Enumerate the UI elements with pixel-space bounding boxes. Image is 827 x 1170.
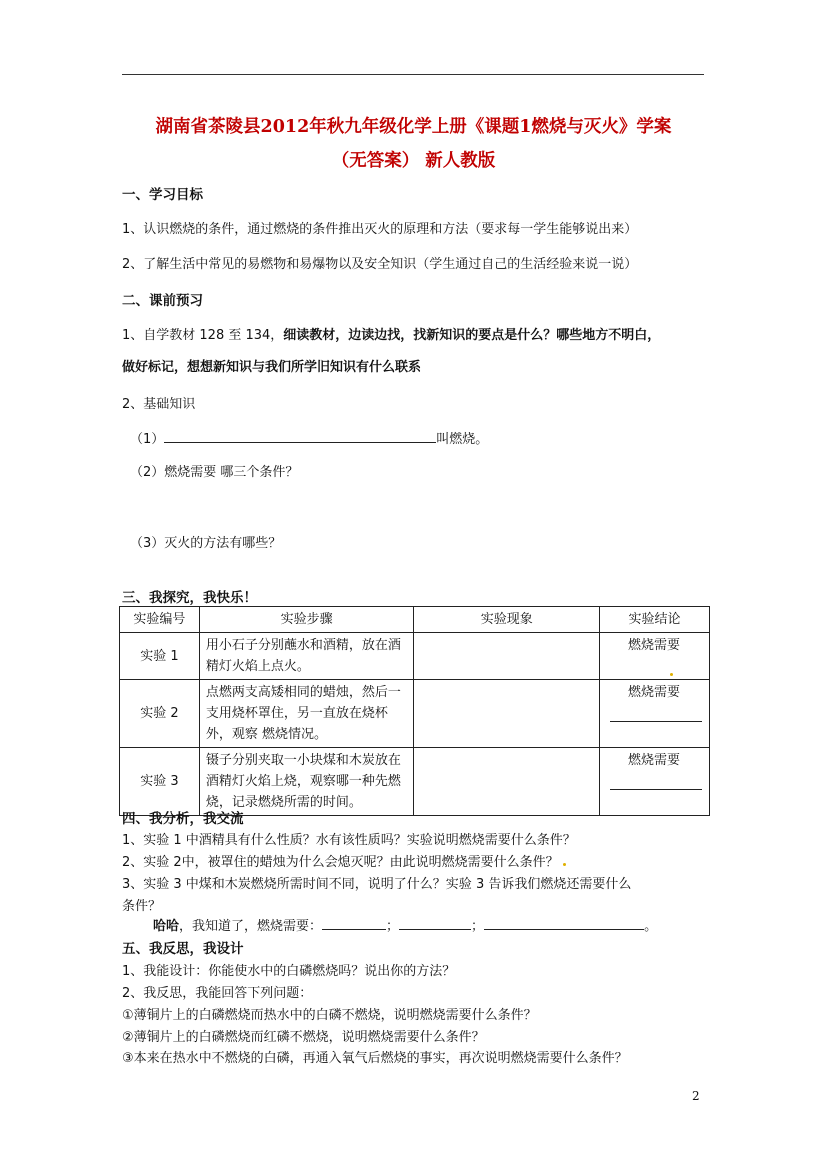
table-row	[120, 680, 710, 748]
table-row	[120, 633, 710, 680]
s2-q1-blank[interactable]	[164, 430, 436, 443]
s2-item1-pre: 1、自学教材 128 至 134，	[122, 328, 284, 343]
exp-conclusion[interactable]	[599, 633, 709, 680]
table-header-row	[120, 607, 710, 633]
section3-heading: 三、我探究，我快乐！	[122, 590, 257, 606]
s4-q2-text: 2、实验 2中，被罩住的蜡烛为什么会熄灭呢？由此说明燃烧需要什么条件？	[122, 855, 559, 870]
s2-item2: 2、基础知识	[122, 397, 196, 412]
exp-phenomenon[interactable]	[414, 680, 600, 748]
s4-summary	[153, 915, 657, 934]
doc-title-line1: 湖南省茶陵县2012年秋九年级化学上册《课题1燃烧与灭火》学案	[155, 117, 672, 137]
s1-item2: 2、了解生活中常见的易燃物和易爆物以及安全知识（学生通过自己的生活经验来说一说）	[122, 257, 638, 272]
s4-sep2: ；	[471, 919, 485, 934]
s2-q1	[130, 428, 488, 447]
s2-item1-bold: 细读教材，边读边找，找新知识的要点是什么？哪些地方不明白，	[283, 328, 661, 343]
s4-q1: 1、实验 1 中酒精具有什么性质？水有该性质吗？实验说明燃烧需要什么条件？	[122, 833, 576, 848]
th-conclusion: 实验结论	[599, 607, 709, 633]
s5-q2c: ③本来在热水中不燃烧的白磷，再通入氧气后燃烧的事实，再次说明燃烧需要什么条件？	[122, 1051, 628, 1066]
th-id: 实验编号	[120, 607, 200, 633]
exp-conclusion-label: 燃烧需要	[627, 753, 680, 768]
s1-item1: 1、认识燃烧的条件，通过燃烧的条件推出灭火的原理和方法（要求每一学生能够说出来）	[122, 222, 638, 237]
doc-title-line2: （无答案） 新人教版	[331, 151, 496, 171]
s5-q2: 2、我反思，我能回答下列问题：	[122, 986, 313, 1001]
s4-end: 。	[644, 919, 658, 934]
summary-blank-2[interactable]	[399, 917, 471, 930]
s2-q3: （3）灭火的方法有哪些？	[130, 536, 282, 551]
s5-q2b: ②薄铜片上的白磷燃烧而红磷不燃烧，说明燃烧需要什么条件？	[122, 1030, 485, 1045]
exp-phenomenon[interactable]	[414, 748, 600, 816]
exp-conclusion-label: 燃烧需要	[627, 685, 680, 700]
summary-blank-3[interactable]	[484, 917, 644, 930]
conclusion-blank[interactable]	[610, 707, 702, 722]
s4-sep1: ；	[386, 919, 400, 934]
th-phenomenon: 实验现象	[414, 607, 600, 633]
exp-id: 实验 3	[120, 748, 200, 816]
section1-heading: 一、学习目标	[122, 187, 203, 203]
exp-phenomenon[interactable]	[414, 633, 600, 680]
exp-steps: 镊子分别夹取一小块煤和木炭放在酒精灯火焰上烧，观察哪一种先燃烧，记录燃烧所需的时间。	[199, 748, 414, 816]
header-rule	[122, 74, 704, 75]
s4-summary-text: ，我知道了，燃烧需要：	[179, 919, 323, 934]
conclusion-blank[interactable]	[610, 775, 702, 790]
section2-heading: 二、课前预习	[122, 293, 203, 309]
th-steps: 实验步骤	[199, 607, 414, 633]
s2-q1-pre: （1）	[130, 432, 165, 447]
exp-id: 实验 2	[120, 680, 200, 748]
experiment-table	[119, 606, 710, 816]
section5-heading: 五、我反思，我设计	[122, 941, 244, 957]
section4-heading: 四、我分析，我交流	[122, 811, 244, 827]
s4-q3-line1: 3、实验 3 中煤和木炭燃烧所需时间不同，说明了什么？实验 3 告诉我们燃烧还需要什么	[122, 877, 632, 892]
exp-id: 实验 1	[120, 633, 200, 680]
s2-q2: （2）燃烧需要 哪三个条件？	[130, 465, 299, 480]
summary-blank-1[interactable]	[322, 917, 386, 930]
s5-q2a: ①薄铜片上的白磷燃烧而热水中的白磷不燃烧，说明燃烧需要什么条件？	[122, 1008, 537, 1023]
exp-conclusion[interactable]	[599, 748, 709, 816]
s2-item1-line2: 做好标记，想想新知识与我们所学旧知识有什么联系	[122, 360, 422, 375]
marker-dot	[670, 673, 673, 676]
s2-item1	[122, 324, 660, 343]
s4-q2	[122, 851, 562, 870]
s2-q1-post: 叫燃烧。	[436, 432, 489, 447]
s5-q1: 1、我能设计：你能使水中的白磷燃烧吗？说出你的方法？	[122, 964, 456, 979]
exp-steps: 点燃两支高矮相同的蜡烛，然后一支用烧杯罩住，另一直放在烧杯外，观察 燃烧情况。	[199, 680, 414, 748]
marker-dot	[563, 863, 566, 866]
page-number: 2	[692, 1089, 700, 1103]
exp-steps: 用小石子分别蘸水和酒精，放在酒精灯火焰上点火。	[199, 633, 414, 680]
s4-q3-line2: 条件？	[122, 899, 162, 914]
table-row	[120, 748, 710, 816]
exp-conclusion[interactable]	[599, 680, 709, 748]
exp-conclusion-label: 燃烧需要	[627, 638, 680, 653]
s4-summary-bold: 哈哈	[153, 919, 180, 934]
